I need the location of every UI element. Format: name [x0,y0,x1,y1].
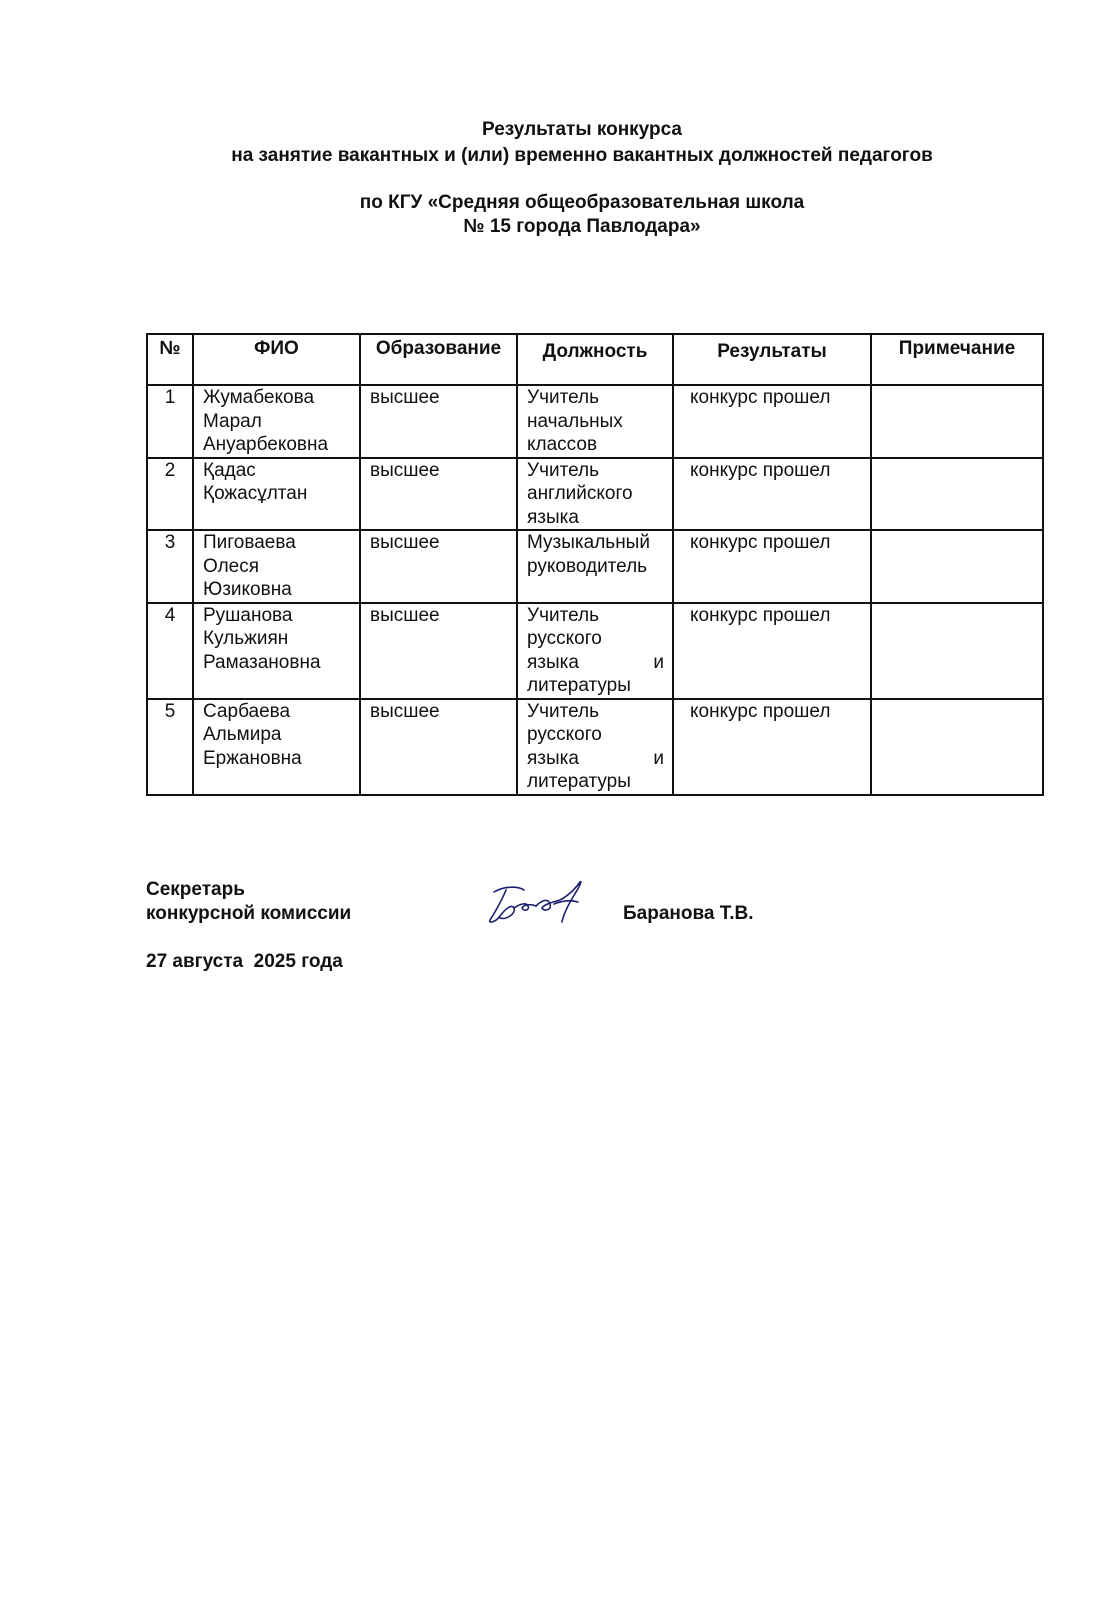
cell-education: высшее [360,699,517,795]
cell-note [871,458,1043,531]
secretary-name: Баранова Т.В. [623,903,754,924]
position-line: языка [527,506,579,528]
position-line: английского [527,483,633,504]
cell-education: высшее [360,385,517,458]
cell-result: конкурс прошел [673,699,871,795]
col-header-note: Примечание [871,334,1043,385]
cell-position [517,385,673,458]
position-line: русского [527,724,602,745]
position-line: классов [527,434,598,455]
fio-line: Кульжиян [203,628,289,649]
document-date: 27 августа 2025 года [146,951,343,972]
cell-result: конкурс прошел [673,530,871,603]
fio-line: Қожасұлтан [203,483,308,504]
org-name-line1: по КГУ «Средняя общеобразовательная школа [359,192,805,213]
cell-note [871,530,1043,603]
fio-line: Марал [203,410,262,432]
position-line: Музыкальный [527,532,650,553]
position-line: руководитель [527,555,648,577]
col-header-fio: ФИО [193,334,360,385]
cell-num: 4 [147,603,193,699]
table-row [147,603,1043,699]
cell-position [517,530,673,603]
position-line: начальных [527,410,623,432]
fio-line: Сарбаева [203,700,291,722]
position-line: языка и [527,747,664,769]
col-header-results: Результаты [673,334,871,385]
cell-position [517,603,673,699]
cell-num: 3 [147,530,193,603]
cell-num: 2 [147,458,193,531]
cell-result: конкурс прошел [673,603,871,699]
results-table [146,333,1044,796]
cell-position [517,699,673,795]
cell-note [871,603,1043,699]
cell-position [517,458,673,531]
table-row [147,530,1043,603]
cell-education: высшее [360,530,517,603]
fio-line: Юзиковна [203,579,292,600]
cell-fio [193,603,360,699]
fio-line: Жумабекова [203,387,315,408]
col-header-position: Должность [517,334,673,385]
doc-subtitle: на занятие вакантных и (или) временно вакантных должностей педагогов [231,145,933,166]
handwritten-signature [484,878,589,928]
col-header-num: № [147,334,193,385]
secretary-title-line1: Секретарь [146,879,245,900]
cell-num: 5 [147,699,193,795]
cell-education: высшее [360,603,517,699]
position-line: русского [527,628,602,649]
cell-note [871,385,1043,458]
cell-result: конкурс прошел [673,458,871,531]
table-header-row [147,334,1043,385]
table-row [147,385,1043,458]
cell-fio [193,699,360,795]
fio-line: Олеся [203,555,260,577]
cell-fio [193,530,360,603]
cell-result: конкурс прошел [673,385,871,458]
cell-fio [193,385,360,458]
secretary-title-line2: конкурсной комиссии [146,903,352,924]
fio-line: Альмира [203,724,282,745]
fio-line: Рамазановна [203,651,321,673]
position-line: языка и [527,651,664,673]
cell-num: 1 [147,385,193,458]
fio-line: Қадас [203,459,256,481]
position-line: Учитель [527,604,599,626]
fio-line: Рушанова [203,604,293,626]
position-line: Учитель [527,387,599,408]
table-row [147,458,1043,531]
position-line: Учитель [527,459,599,481]
cell-fio [193,458,360,531]
col-header-education: Образование [360,334,517,385]
fio-line: Ержановна [203,747,302,769]
fio-line: Пиговаева [203,532,296,553]
org-name-line2: № 15 города Павлодара» [463,216,701,237]
position-line: литературы [527,675,631,696]
fio-line: Ануарбековна [203,434,329,455]
cell-education: высшее [360,458,517,531]
position-line: литературы [527,771,631,792]
cell-note [871,699,1043,795]
doc-title: Результаты конкурса [482,119,682,140]
table-row [147,699,1043,795]
position-line: Учитель [527,700,599,722]
